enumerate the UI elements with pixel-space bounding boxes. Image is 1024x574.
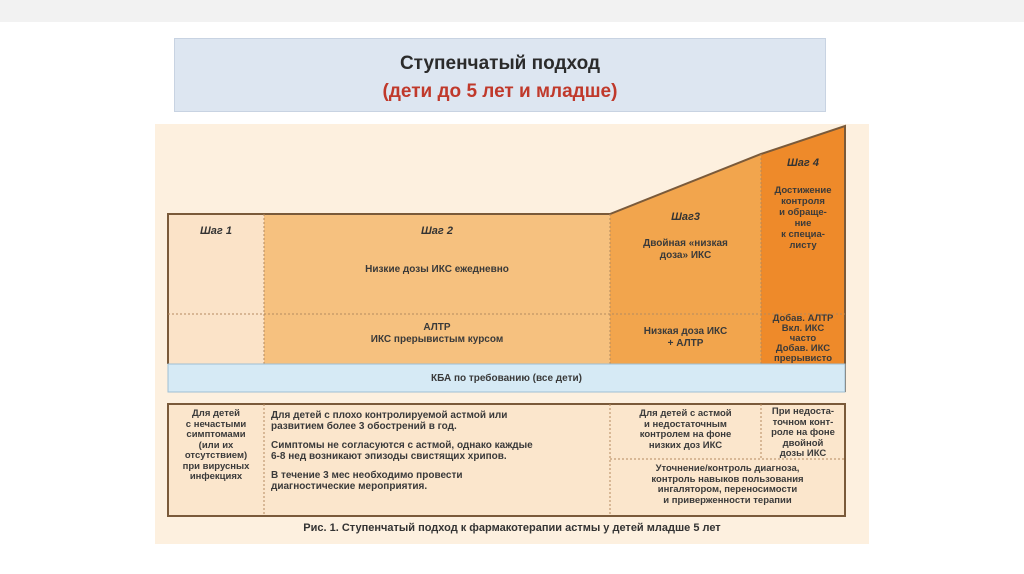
step2-main-text: Низкие дозы ИКС ежедневно: [365, 264, 509, 275]
criteria-col2-line: Для детей с плохо контролируемой астмой или: [271, 410, 508, 421]
criteria-col1-line: симптомами: [186, 429, 246, 440]
criteria-col3-line: и недостаточным: [644, 418, 727, 430]
step2-label: Шаг 2: [421, 225, 453, 237]
criteria-bottom-line: ингалятором, переносимости: [657, 484, 798, 495]
step3-alt-line1: Низкая доза ИКС: [643, 326, 728, 337]
step2-alt-line1: АЛТР: [423, 322, 451, 333]
step4-alt-line1: Добав. АЛТР: [772, 313, 834, 324]
title: Ступенчатый подход: [399, 53, 601, 74]
step1-label: Шаг 1: [200, 225, 232, 237]
step3-alt-line2: + АЛТР: [667, 338, 704, 349]
step3-main-line1: Двойная «низкая: [643, 238, 728, 249]
criteria-bottom-line: и приверженности терапии: [663, 494, 792, 506]
criteria-bottom-line: Уточнение/контроль диагноза,: [655, 463, 800, 474]
step-diagram: [155, 124, 869, 544]
criteria-col2: [271, 410, 607, 492]
criteria-col1-line: с нечастыми: [185, 418, 247, 430]
step4-main-line5: к специа-: [781, 229, 825, 240]
step4-main-line3: и обраще-: [779, 207, 827, 218]
slide: [155, 28, 869, 549]
criteria-col1-line: (или их: [198, 439, 234, 451]
criteria-col4-line: дозы ИКС: [779, 448, 827, 459]
criteria-col1-line: инфекциях: [189, 471, 243, 482]
criteria-col2-line: диагностические мероприятия.: [271, 481, 428, 492]
step4-label: Шаг 4: [787, 157, 819, 169]
step4-main-line2: контроля: [781, 196, 825, 207]
kba-text: КБА по требованию (все дети): [431, 373, 582, 384]
criteria-col34-bottom: [610, 464, 845, 506]
criteria-col4-line: роле на фоне: [771, 427, 835, 438]
step4-alt-line2: Вкл. ИКС: [781, 323, 825, 334]
figure-caption: Рис. 1. Ступенчатый подход к фармакотерапии астмы у детей младше 5 лет: [303, 522, 721, 534]
criteria-col4: [761, 407, 845, 460]
criteria-col3-line: контролем на фоне: [639, 429, 732, 440]
criteria-col2-line: В течение 3 мес необходимо провести: [271, 470, 463, 481]
criteria-col3-line: низких доз ИКС: [648, 439, 723, 451]
step4-alt-line4: Добав. ИКС: [775, 343, 831, 354]
step2-alt-line2: ИКС прерывистым курсом: [370, 334, 504, 345]
step4-main-line1: Достижение: [774, 185, 832, 196]
criteria-col4-line: точном конт-: [772, 416, 834, 428]
criteria-col2-line: 6-8 нед возникают эпизоды свистящих хрипов.: [271, 451, 507, 462]
criteria-col2-line: Симптомы не согласуются с астмой, однако каждые: [271, 440, 533, 451]
step3-main-line2: доза» ИКС: [659, 250, 712, 261]
criteria-col2-line: развитием более 3 обострений в год.: [271, 421, 457, 432]
criteria-col4-line: двойной: [782, 437, 824, 449]
criteria-bottom-line: контроль навыков пользования: [651, 473, 804, 485]
criteria-col1-line: Для детей: [192, 408, 240, 419]
criteria-col1: [168, 409, 264, 483]
criteria-col3: [610, 409, 761, 451]
step3-label: Шаг3: [671, 211, 700, 223]
step4-alt-line3: часто: [789, 333, 817, 344]
criteria-col1-line: при вирусных: [182, 460, 250, 472]
step4-alt-line5: прерывисто: [773, 353, 833, 364]
top-bar: [0, 0, 1024, 22]
step4-main-line4: ние: [794, 218, 812, 229]
criteria-col3-line: Для детей с астмой: [639, 408, 732, 419]
step4-main-line6: листу: [789, 240, 817, 251]
criteria-col1-line: отсутствием): [184, 450, 248, 461]
title-box: [174, 38, 826, 112]
subtitle: (дети до 5 лет и младше): [382, 81, 618, 102]
criteria-col4-line: При недоста-: [771, 406, 835, 417]
